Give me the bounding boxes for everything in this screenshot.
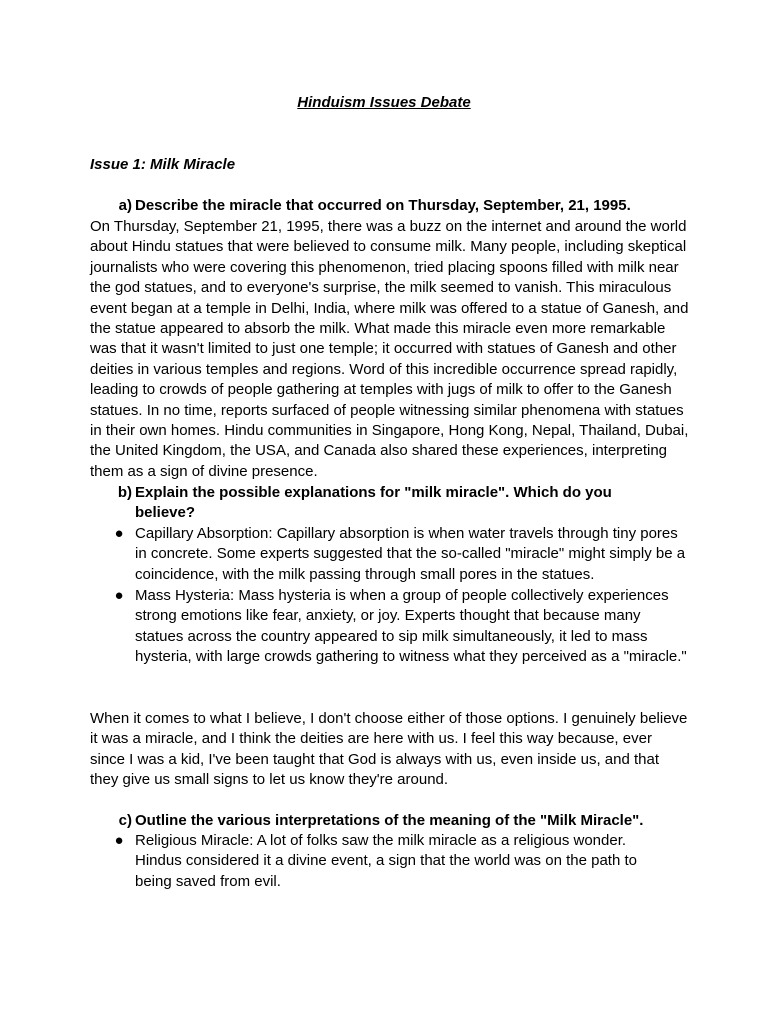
bullet-mass-hysteria — [90, 586, 690, 668]
paragraph-belief: When it comes to what I believe, I don't choose either of those options. I genuinely believe it was a miracle, and I think the deities are here with us. I feel this way because, ever since I was a kid, I've been taught that God is always with us, even inside us, and that they give us small signs to let us know they're around. — [90, 710, 688, 789]
question-a — [90, 196, 690, 216]
bullet-religious-miracle — [90, 831, 690, 892]
bullet-capillary-text: Capillary Absorption: Capillary absorption is when water travels through tiny pores in concrete. Some experts suggested that the so-called "miracle" might simply be a coincidence, with the milk passing through small pores in the statues. — [135, 525, 686, 583]
question-a-text: Describe the miracle that occurred on Thursday, September, 21, 1995. — [135, 197, 631, 214]
bullet-mass-hysteria-text: Mass Hysteria: Mass hysteria is when a group of people collectively experiences strong emotions like fear, anxiety, or joy. Experts thought that because many statues across the country appeared to sip milk simultaneously, it led to mass hysteria, with large crowds gathering to witness what they perceived as a "miracle." — [135, 587, 687, 666]
bullet-marker: ● — [114, 525, 124, 542]
document-title: Hinduism Issues Debate — [297, 94, 471, 111]
bullet-marker: ● — [114, 832, 124, 849]
bullet-capillary — [90, 524, 690, 585]
bullet-religious-miracle-text: Religious Miracle: A lot of folks saw the milk miracle as a religious wonder. Hindus considered it a divine event, a sign that the world was on the path to being saved from evil. — [135, 832, 637, 890]
question-b-marker: b) — [117, 484, 132, 501]
question-c — [90, 811, 690, 831]
question-b-text: Explain the possible explanations for "milk miracle". Which do you believe? — [135, 484, 612, 522]
paragraph-a: On Thursday, September 21, 1995, there was a buzz on the internet and around the world about Hindu statues that were believed to consume milk. Many people, including skeptical journalists who were covering this phenomenon, tried placing spoons filled with milk near the god statues, and to everyone's surprise, the milk seemed to vanish. This miraculous event began at a temple in Delhi, India, where milk was offered to a statue of Ganesh, and the statue appeared to absorb the milk. What made this miracle even more remarkable was that it wasn't limited to just one temple; it occurred with statues of Ganesh and other deities in various temples and regions. Word of this incredible occurrence spread rapidly, leading to crowds of people gathering at temples with jugs of milk to offer to the Ganesh statues. In no time, reports surfaced of people witnessing similar phenomena with statues in their own homes. Hindu communities in Singapore, Hong Kong, Nepal, Thailand, Dubai, the United Kingdom, the USA, and Canada also shared these experiences, interpreting them as a sign of divine presence. — [90, 218, 689, 480]
bullet-marker: ● — [114, 587, 124, 604]
question-c-marker: c) — [118, 812, 132, 829]
question-b — [90, 483, 690, 524]
question-a-marker: a) — [118, 197, 132, 214]
question-c-text: Outline the various interpretations of the meaning of the "Milk Miracle". — [135, 812, 644, 829]
issue-heading: Issue 1: Milk Miracle — [90, 156, 236, 173]
